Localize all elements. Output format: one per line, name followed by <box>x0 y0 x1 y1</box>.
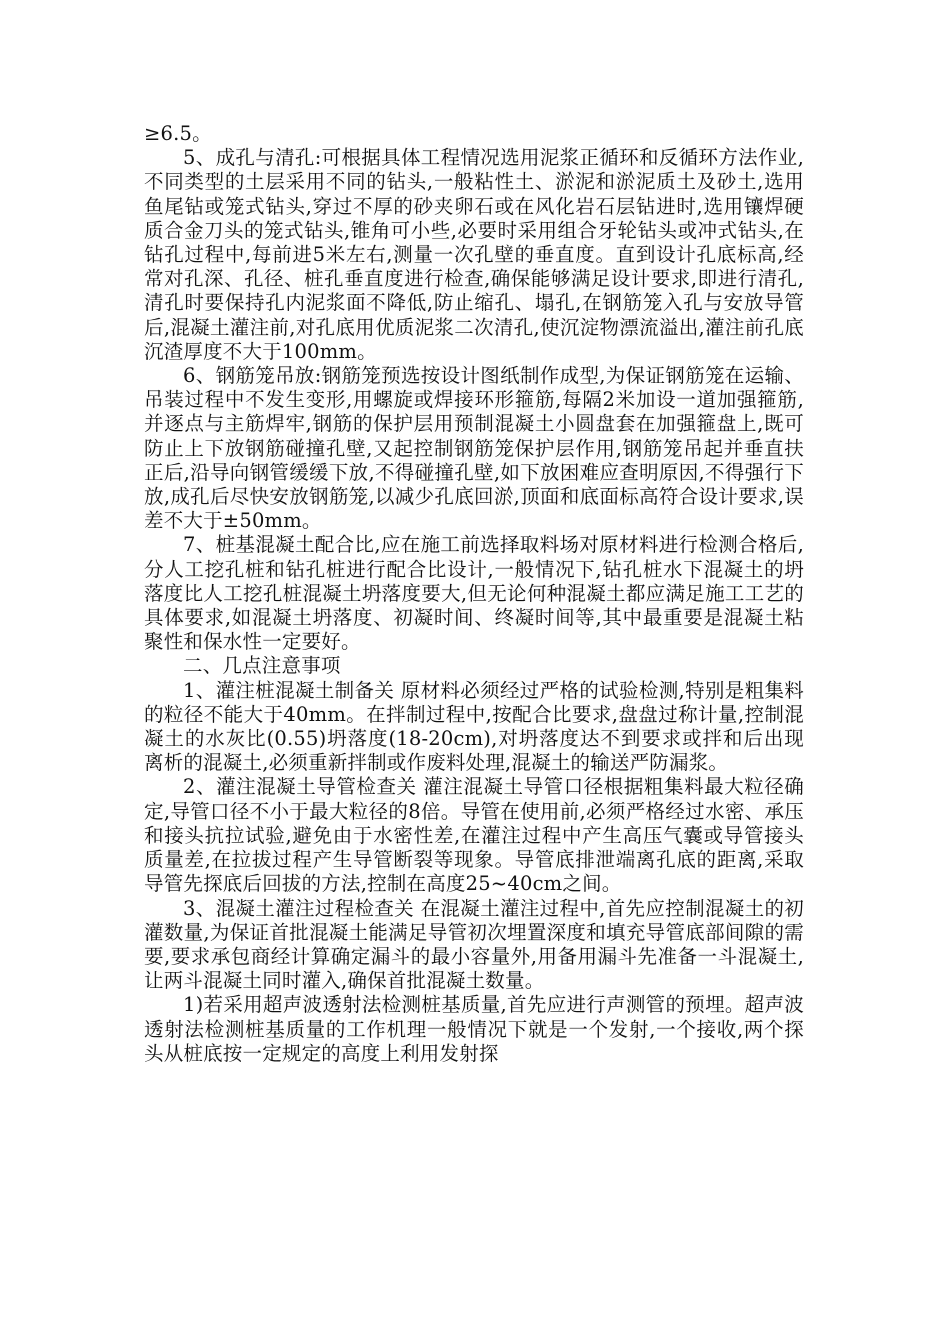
paragraph-6: 2、灌注混凝土导管检查关 灌注混凝土导管口径根据粗集料最大粒径确定,导管口径不小于最大粒径的8倍。导管在使用前,必须严格经过水密、承压和接头抗拉试验,避免由于水密性差,在灌注过程中产生高压气囊或导管接头质量差,在拉拔过程产生导管断裂等现象。导管底排泄端离孔底的距离,采取导管先探底后回拔的方法,控制在高度25~40cm之间。 <box>144 775 804 896</box>
paragraph-5: 1、灌注桩混凝土制备关 原材料必须经过严格的试验检测,特别是粗集料的粒径不能大于40mm。在拌制过程中,按配合比要求,盘盘过称计量,控制混凝土的水灰比(0.55)坍落度(18-20cm),对坍落度达不到要求或拌和后出现离析的混凝土,必须重新拌制或作废料处理,混凝土的输送严防漏浆。 <box>144 678 804 775</box>
section-heading: 二、几点注意事项 <box>183 654 341 678</box>
paragraph-3: 6、钢筋笼吊放:钢筋笼预选按设计图纸制作成型,为保证钢筋笼在运输、吊装过程中不发生变形,用螺旋或焊接环形箍筋,每隔2米加设一道加强箍筋,并逐点与主筋焊牢,钢筋的保护层用预制混凝土小圆盘套在加强箍盘上,既可防止上下放钢筋碰撞孔壁,又起控制钢筋笼保护层作用,钢筋笼吊起并垂直扶正后,沿导向钢管缓缓下放,不得碰撞孔壁,如下放困难应查明原因,不得强行下放,成孔后尽快安放钢筋笼,以减少孔底回淤,顶面和底面标高符合设计要求,误差不大于±50mm。 <box>144 364 804 533</box>
document-body <box>144 122 804 1066</box>
paragraph-4: 7、桩基混凝土配合比,应在施工前选择取料场对原材料进行检测合格后,分人工挖孔桩和钻孔桩进行配合比设计,一般情况下,钻孔桩水下混凝土的坍落度比人工挖孔桩混凝土坍落度要大,但无论何种混凝土都应满足施工工艺的具体要求,如混凝土坍落度、初凝时间、终凝时间等,其中最重要是混凝土粘聚性和保水性一定要好。 <box>144 533 804 654</box>
paragraph-7: 3、混凝土灌注过程检查关 在混凝土灌注过程中,首先应控制混凝土的初灌数量,为保证首批混凝土能满足导管初次埋置深度和填充导管底部间隙的需要,要求承包商经计算确定漏斗的最小容量外,用备用漏斗先准备一斗混凝土,让两斗混凝土同时灌入,确保首批混凝土数量。 <box>144 896 804 993</box>
paragraph-1: ≥6.5。 <box>144 122 212 145</box>
paragraph-8: 1)若采用超声波透射法检测桩基质量,首先应进行声测管的预埋。超声波透射法检测桩基质量的工作机理一般情况下就是一个发射,一个接收,两个探头从桩底按一定规定的高度上利用发射探 <box>144 993 804 1065</box>
paragraph-2: 5、成孔与清孔:可根据具体工程情况选用泥浆正循环和反循环方法作业,不同类型的土层采用不同的钻头,一般粘性土、淤泥和淤泥质土及砂土,选用鱼尾钻或笼式钻头,穿过不厚的砂夹卵石或在风化岩石层钻进时,选用镶焊硬质合金刀头的笼式钻头,锥角可小些,必要时采用组合牙轮钻头或冲式钻头,在钻孔过程中,每前进5米左右,测量一次孔壁的垂直度。直到设计孔底标高,经常对孔深、孔径、桩孔垂直度进行检查,确保能够满足设计要求,即进行清孔,清孔时要保持孔内泥浆面不降低,防止缩孔、塌孔,在钢筋笼入孔与安放导管后,混凝土灌注前,对孔底用优质泥浆二次清孔,使沉淀物漂流溢出,灌注前孔底沉渣厚度不大于100mm。 <box>144 146 804 363</box>
